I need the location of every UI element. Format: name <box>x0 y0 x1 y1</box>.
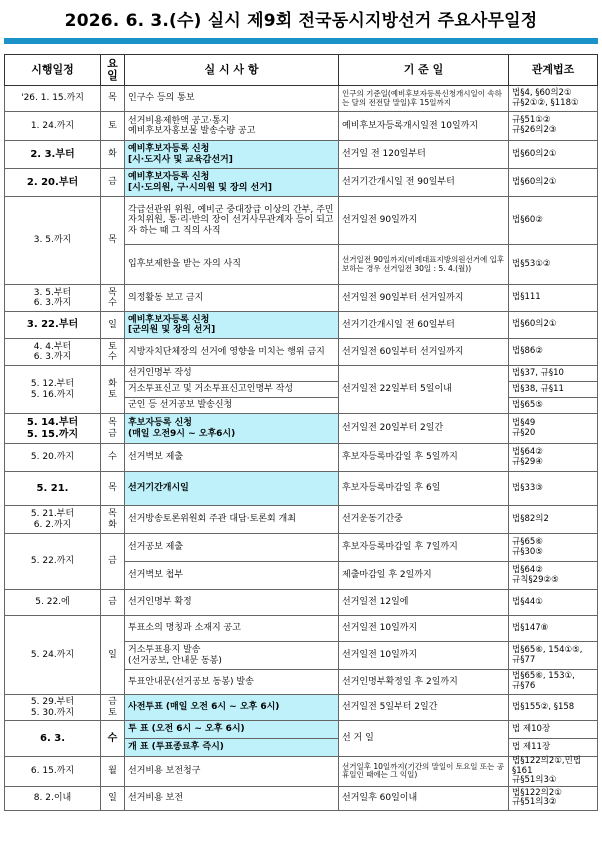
row-day: 화 <box>101 141 125 169</box>
row-date: 3. 22.부터 <box>5 312 101 339</box>
row-task: 투표안내문(선거공보 동봉) 발송 <box>125 670 339 695</box>
row-standard: 후보자등록마감일 후 5일까지 <box>339 444 509 472</box>
row-task: 거소투표용지 발송 (선거공보, 안내문 동봉) <box>125 642 339 670</box>
row-date: 2. 20.부터 <box>5 169 101 197</box>
row-law: 법§60의2① <box>509 169 598 197</box>
row-task: 인구수 등의 통보 <box>125 86 339 112</box>
row-day: 목 <box>101 86 125 112</box>
row-date: 5. 24.까지 <box>5 616 101 695</box>
table-row <box>5 695 598 721</box>
row-task: 예비후보자등록 신청 [시·도의원, 구·시의원 및 장의 선거] <box>125 169 339 197</box>
row-law: 법§60② <box>509 197 598 245</box>
row-day: 수 <box>101 444 125 472</box>
row-day: 일 <box>101 312 125 339</box>
row-task: 거소투표신고 및 거소투표신고인명부 작성 <box>125 382 339 398</box>
row-standard: 선 거 일 <box>339 721 509 757</box>
table-row <box>5 616 598 642</box>
header-day: 요일 <box>101 55 125 86</box>
row-law: 법§49 규§20 <box>509 414 598 444</box>
row-task: 선거벽보 첩부 <box>125 562 339 590</box>
row-law: 법§53①② <box>509 245 598 285</box>
row-law: 법§33③ <box>509 472 598 506</box>
row-law: 법§122의2① 규§51의3② <box>509 786 598 810</box>
row-date: 5. 14.부터 5. 15.까지 <box>5 414 101 444</box>
table-row <box>5 757 598 787</box>
row-task: 사전투표 (매일 오전 6시 ~ 오후 6시) <box>125 695 339 721</box>
title-underline-bar <box>4 38 598 44</box>
row-day: 일 <box>101 616 125 695</box>
row-standard: 선거일전 10일까지 <box>339 616 509 642</box>
row-law: 법§122의2①,민법§161 규§51의3① <box>509 757 598 787</box>
row-date: '26. 1. 15.까지 <box>5 86 101 112</box>
row-day: 금 <box>101 534 125 590</box>
row-task: 선거비용 보전청구 <box>125 757 339 787</box>
row-task: 예비후보자등록 신청 [시·도지사 및 교육감선거] <box>125 141 339 169</box>
row-day: 토 수 <box>101 339 125 366</box>
row-date: 5. 12.부터 5. 16.까지 <box>5 366 101 414</box>
row-day: 목 금 <box>101 414 125 444</box>
row-date: 6. 3. <box>5 721 101 757</box>
row-standard: 선거일후 10일까지(기간의 말일이 토요일 또는 공휴일인 때에는 그 익일) <box>339 757 509 787</box>
row-task: 선거방송토론위원회 주관 대담·토론회 개최 <box>125 506 339 534</box>
header-standard: 기 준 일 <box>339 55 509 86</box>
header-task: 실 시 사 항 <box>125 55 339 86</box>
table-row <box>5 414 598 444</box>
row-law: 법§64② 규§29④ <box>509 444 598 472</box>
header-date: 시행일정 <box>5 55 101 86</box>
row-standard: 선거인명부확정일 후 2일까지 <box>339 670 509 695</box>
row-task: 입후보제한을 받는 자의 사직 <box>125 245 339 285</box>
header-law: 관계법조 <box>509 55 598 86</box>
row-law: 법 제10장 <box>509 721 598 739</box>
row-law: 규§65⑥ 규§30⑤ <box>509 534 598 562</box>
row-date: 3. 5.까지 <box>5 197 101 285</box>
row-task: 선거공보 제출 <box>125 534 339 562</box>
row-law: 법§4, §60의2① 규§2①②, §118① <box>509 86 598 112</box>
row-standard: 선거일전 20일부터 2일간 <box>339 414 509 444</box>
table-row <box>5 339 598 366</box>
row-standard: 선거기간개시일 전 60일부터 <box>339 312 509 339</box>
table-row <box>5 444 598 472</box>
table-row <box>5 721 598 739</box>
row-date: 5. 21.부터 6. 2.까지 <box>5 506 101 534</box>
row-date: 1. 24.까지 <box>5 112 101 141</box>
row-date: 8. 2.이내 <box>5 786 101 810</box>
row-date: 5. 22.에 <box>5 590 101 616</box>
row-date: 3. 5.부터 6. 3.까지 <box>5 285 101 312</box>
row-task: 선거벽보 제출 <box>125 444 339 472</box>
table-row <box>5 285 598 312</box>
row-date: 2. 3.부터 <box>5 141 101 169</box>
table-row <box>5 312 598 339</box>
row-day: 목 수 <box>101 285 125 312</box>
row-task: 예비후보자등록 신청 [군의원 및 장의 선거] <box>125 312 339 339</box>
row-standard: 선거일전 22일부터 5일이내 <box>339 366 509 414</box>
row-task: 의정활동 보고 금지 <box>125 285 339 312</box>
table-row <box>5 506 598 534</box>
table-row <box>5 366 598 382</box>
row-date: 5. 22.까지 <box>5 534 101 590</box>
row-date: 5. 21. <box>5 472 101 506</box>
row-standard: 선거일전 10일까지 <box>339 642 509 670</box>
row-task: 선거인명부 작성 <box>125 366 339 382</box>
row-law: 법§44① <box>509 590 598 616</box>
row-law: 규§51①② 규§26의2③ <box>509 112 598 141</box>
row-standard: 제출마감일 후 2일까지 <box>339 562 509 590</box>
row-task: 선거비용 보전 <box>125 786 339 810</box>
row-standard: 선거운동기간중 <box>339 506 509 534</box>
row-law: 법§60의2① <box>509 141 598 169</box>
row-standard: 선거일후 60일이내 <box>339 786 509 810</box>
row-standard: 선거일 전 120일부터 <box>339 141 509 169</box>
table-row <box>5 786 598 810</box>
row-task: 후보자등록 신청 (매일 오전9시 ~ 오후6시) <box>125 414 339 444</box>
table-row <box>5 112 598 141</box>
row-standard: 인구의 기준일(예비후보자등록신청개시일이 속하는 달의 전전달 말일)후 15일까지 <box>339 86 509 112</box>
row-day: 금 토 <box>101 695 125 721</box>
row-law: 법§64② 규칙§29②⑤ <box>509 562 598 590</box>
row-standard: 선거일전 90일까지 <box>339 197 509 245</box>
row-law: 법§155②, §158 <box>509 695 598 721</box>
row-task: 군인 등 선거공보 발송신청 <box>125 398 339 414</box>
table-row <box>5 86 598 112</box>
row-day: 월 <box>101 757 125 787</box>
row-law: 법§37, 규§10 <box>509 366 598 382</box>
row-standard: 후보자등록마감일 후 7일까지 <box>339 534 509 562</box>
row-date: 5. 29.부터 5. 30.까지 <box>5 695 101 721</box>
row-task: 투 표 (오전 6시 ~ 오후 6시) <box>125 721 339 739</box>
row-standard: 선거일전 60일부터 선거일까지 <box>339 339 509 366</box>
row-day: 목 화 <box>101 506 125 534</box>
row-date: 6. 15.까지 <box>5 757 101 787</box>
table-row <box>5 141 598 169</box>
row-task: 투표소의 명칭과 소재지 공고 <box>125 616 339 642</box>
row-standard: 선거일전 12일에 <box>339 590 509 616</box>
row-law: 법§65⑥, 154①⑤, 규§77 <box>509 642 598 670</box>
table-row <box>5 534 598 562</box>
row-law: 법§111 <box>509 285 598 312</box>
row-law: 법§65⑥, 153①, 규§76 <box>509 670 598 695</box>
table-header-row <box>5 55 598 86</box>
row-day: 목 <box>101 472 125 506</box>
table-row <box>5 169 598 197</box>
row-day: 금 <box>101 590 125 616</box>
row-day: 화 토 <box>101 366 125 414</box>
row-law: 법§65⑤ <box>509 398 598 414</box>
row-task: 선거기간개시일 <box>125 472 339 506</box>
row-day: 일 <box>101 786 125 810</box>
row-task: 선거인명부 확정 <box>125 590 339 616</box>
row-standard: 선거기간개시일 전 90일부터 <box>339 169 509 197</box>
row-day: 목 <box>101 197 125 285</box>
row-day: 토 <box>101 112 125 141</box>
row-task: 지방자치단체장의 선거에 영향을 미치는 행위 금지 <box>125 339 339 366</box>
row-law: 법 제11장 <box>509 739 598 757</box>
row-standard: 선거일전 5일부터 2일간 <box>339 695 509 721</box>
row-standard: 선거일전 90일부터 선거일까지 <box>339 285 509 312</box>
page-title: 2026. 6. 3.(수) 실시 제9회 전국동시지방선거 주요사무일정 <box>64 11 538 31</box>
row-law: 법§147⑧ <box>509 616 598 642</box>
row-standard: 후보자등록마감일 후 6일 <box>339 472 509 506</box>
row-task: 선거비용제한액 공고·통지 예비후보자홍보물 발송수량 공고 <box>125 112 339 141</box>
row-law: 법§82의2 <box>509 506 598 534</box>
row-task: 각급선관위 위원, 예비군 중대장급 이상의 간부, 주민자치위원, 통·리·반의 장이 선거사무관계자 등이 되고자 하는 때 그 직의 사직 <box>125 197 339 245</box>
row-law: 법§60의2① <box>509 312 598 339</box>
row-standard: 선거일전 90일까지(비례대표지방의원선거에 입후보하는 경우 선거일전 30일 : 5. 4.(월)) <box>339 245 509 285</box>
row-standard: 예비후보자등록개시일전 10일까지 <box>339 112 509 141</box>
schedule-table <box>4 54 598 811</box>
row-day: 수 <box>101 721 125 757</box>
row-date: 5. 20.까지 <box>5 444 101 472</box>
row-date: 4. 4.부터 6. 3.까지 <box>5 339 101 366</box>
row-task: 개 표 (투표종료후 즉시) <box>125 739 339 757</box>
row-law: 법§86② <box>509 339 598 366</box>
table-row <box>5 590 598 616</box>
row-law: 법§38, 규§11 <box>509 382 598 398</box>
row-day: 금 <box>101 169 125 197</box>
table-row <box>5 197 598 245</box>
table-row <box>5 472 598 506</box>
